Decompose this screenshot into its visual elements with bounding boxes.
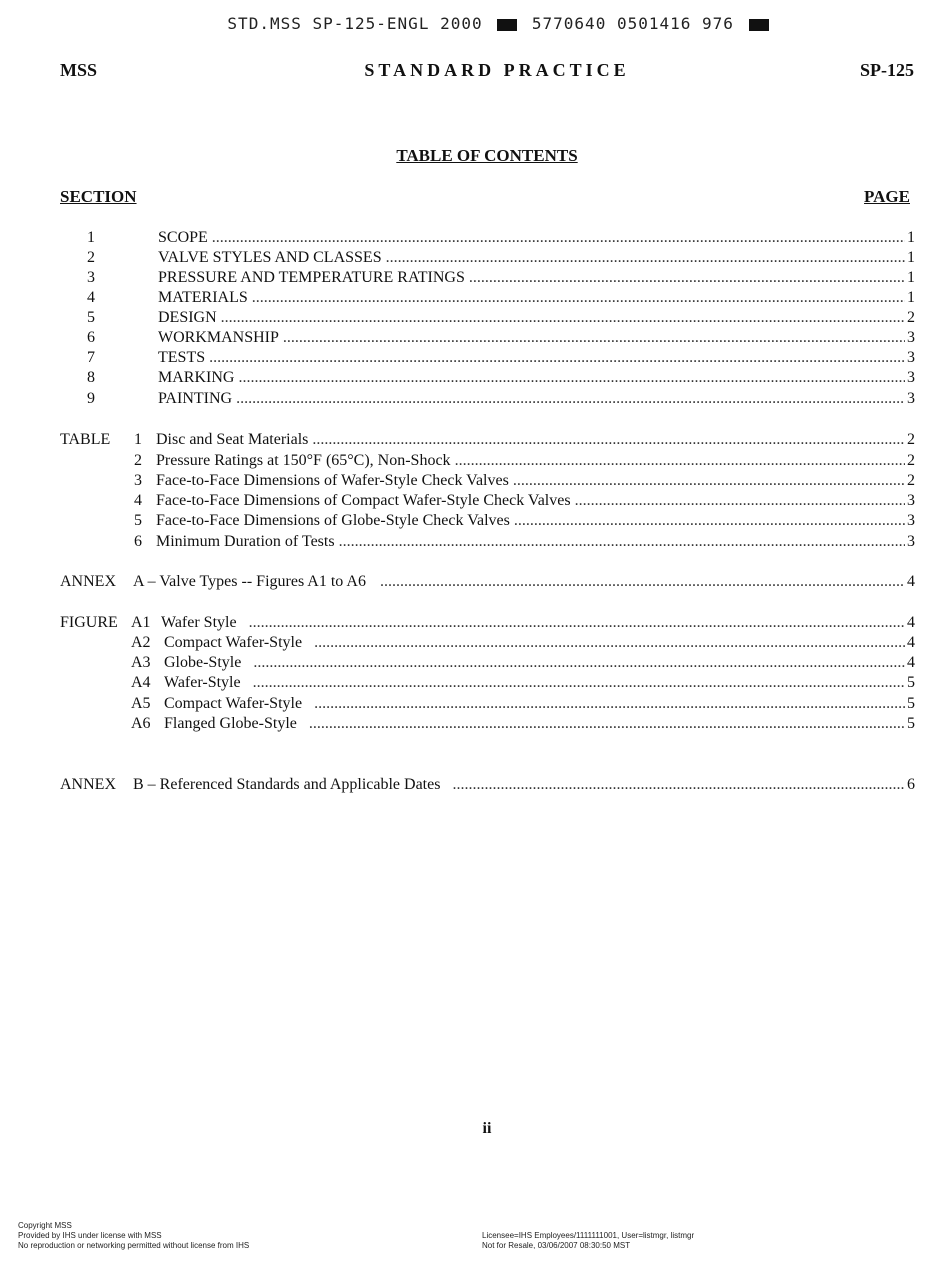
leader-dots: [221, 308, 905, 328]
toc-figure-label: Wafer Style: [161, 614, 237, 631]
leader-dots: [249, 613, 905, 633]
toc-table-row[interactable]: [134, 471, 915, 491]
toc-section-number: 2: [87, 249, 95, 266]
document-stamp: [0, 14, 950, 33]
toc-figure-number: A3: [131, 654, 151, 671]
footer-line: Provided by IHS under license with MSS: [18, 1231, 162, 1240]
leader-dots: [575, 491, 905, 511]
toc-section-row[interactable]: [87, 288, 915, 308]
toc-section-label: PAINTING: [158, 390, 233, 407]
toc-table-label: Disc and Seat Materials: [156, 431, 309, 448]
toc-page-number: 4: [907, 654, 915, 671]
toc-page-number: 3: [907, 492, 915, 509]
toc-page-number: 5: [907, 715, 915, 732]
toc-section-number: 1: [87, 229, 95, 246]
stamp-block: [497, 19, 517, 31]
toc-page-number: 4: [907, 573, 915, 590]
leader-dots: [253, 673, 905, 693]
toc-section-row[interactable]: [87, 348, 915, 368]
toc-page-number: 2: [907, 309, 915, 326]
toc-section-number: 6: [87, 329, 95, 346]
footer-line: No reproduction or networking permitted without license from IHS: [18, 1241, 250, 1250]
toc-page-number: 2: [907, 472, 915, 489]
toc-page-number: 3: [907, 533, 915, 550]
toc-section-label: MATERIALS: [158, 289, 248, 306]
toc-table-row[interactable]: [134, 491, 915, 511]
toc-page-number: 1: [907, 289, 915, 306]
toc-table-number: 2: [134, 452, 142, 469]
footer-line: Copyright MSS: [18, 1221, 72, 1230]
leader-dots: [212, 228, 905, 248]
toc-section-number: 5: [87, 309, 95, 326]
section-column-heading: SECTION: [60, 187, 137, 206]
toc-section-number: 4: [87, 289, 95, 306]
toc-figure-label: Compact Wafer-Style: [164, 634, 303, 651]
toc-page-number: 4: [907, 614, 915, 631]
toc-annex-a-row[interactable]: [60, 572, 915, 592]
leader-dots: [314, 694, 905, 714]
leader-dots: [380, 572, 905, 592]
copyright-footer: [18, 1221, 249, 1251]
toc-section-label: VALVE STYLES AND CLASSES: [158, 249, 382, 266]
toc-section-row[interactable]: [87, 368, 915, 388]
toc-figure-number: A2: [131, 634, 151, 651]
toc-figure-label: Compact Wafer-Style: [164, 695, 303, 712]
leader-dots: [452, 775, 905, 795]
leader-dots: [283, 328, 905, 348]
toc-page-number: 5: [907, 695, 915, 712]
toc-page-number: 2: [907, 431, 915, 448]
toc-section-label: WORKMANSHIP: [158, 329, 279, 346]
leader-dots: [513, 471, 905, 491]
toc-page-number: 1: [907, 269, 915, 286]
leader-dots: [252, 288, 905, 308]
toc-section-label: PRESSURE AND TEMPERATURE RATINGS: [158, 269, 465, 286]
leader-dots: [455, 451, 905, 471]
footer-line: Not for Resale, 03/06/2007 08:30:50 MST: [482, 1241, 631, 1250]
header-title: STANDARD PRACTICE: [364, 60, 630, 80]
toc-section-row[interactable]: [87, 228, 915, 248]
toc-figure-number: A6: [131, 715, 151, 732]
toc-table-label: Pressure Ratings at 150°F (65°C), Non-Shock: [156, 452, 451, 469]
toc-table-prefix: TABLE: [60, 431, 111, 448]
toc-figure-row[interactable]: [60, 613, 915, 633]
toc-title: TABLE OF CONTENTS: [396, 146, 578, 165]
toc-table-number: 6: [134, 533, 142, 550]
toc-table-row[interactable]: [134, 532, 915, 552]
toc-figure-row[interactable]: [131, 714, 915, 734]
leader-dots: [236, 389, 905, 409]
toc-table-number: 1: [134, 431, 142, 448]
toc-figure-number: A4: [131, 674, 151, 691]
toc-page-number: 4: [907, 634, 915, 651]
leader-dots: [386, 248, 905, 268]
leader-dots: [238, 368, 905, 388]
toc-section-row[interactable]: [87, 328, 915, 348]
header-doc-id: SP-125: [860, 60, 914, 80]
toc-page-number: 1: [907, 249, 915, 266]
page-column-heading: PAGE: [864, 187, 910, 206]
toc-section-label: DESIGN: [158, 309, 217, 326]
toc-annex-prefix: ANNEX: [60, 573, 116, 590]
toc-table-row[interactable]: [134, 451, 915, 471]
toc-figure-row[interactable]: [131, 653, 915, 673]
toc-page-number: 3: [907, 329, 915, 346]
toc-figure-label: Flanged Globe-Style: [164, 715, 297, 732]
footer-line: Licensee=IHS Employees/1111111001, User=listmgr, listmgr: [482, 1231, 695, 1240]
toc-figure-label: Globe-Style: [164, 654, 242, 671]
toc-table-label: Minimum Duration of Tests: [156, 533, 335, 550]
toc-table-number: 4: [134, 492, 142, 509]
toc-page-number: 1: [907, 229, 915, 246]
toc-section-row[interactable]: [87, 248, 915, 268]
toc-table-label: Face-to-Face Dimensions of Globe-Style Check Valves: [156, 512, 510, 529]
stamp-number: 5770640 0501416: [531, 14, 692, 33]
toc-annex-b-row[interactable]: [60, 775, 915, 795]
toc-section-row[interactable]: [87, 308, 915, 328]
toc-annex-label: A – Valve Types -- Figures A1 to A6: [133, 573, 366, 590]
toc-table-row[interactable]: [134, 511, 915, 531]
toc-section-number: 9: [87, 390, 95, 407]
toc-figure-row[interactable]: [131, 673, 915, 693]
toc-figure-number: A1: [131, 614, 151, 631]
leader-dots: [312, 430, 905, 450]
leader-dots: [253, 653, 905, 673]
toc-page-number: 3: [907, 369, 915, 386]
toc-table-row[interactable]: [60, 430, 915, 450]
toc-figure-prefix: FIGURE: [60, 614, 118, 631]
toc-section-row[interactable]: [87, 389, 915, 409]
toc-section-label: TESTS: [158, 349, 206, 366]
toc-annex-prefix: ANNEX: [60, 776, 116, 793]
leader-dots: [309, 714, 905, 734]
leader-dots: [514, 511, 905, 531]
toc-table-number: 3: [134, 472, 142, 489]
toc-page-number: 3: [907, 349, 915, 366]
toc-section-row[interactable]: [87, 268, 915, 288]
leader-dots: [314, 633, 905, 653]
toc-table-label: Face-to-Face Dimensions of Wafer-Style Check Valves: [156, 472, 509, 489]
toc-annex-label: B – Referenced Standards and Applicable Dates: [133, 776, 441, 793]
stamp-suffix: 976: [702, 14, 734, 33]
leader-dots: [209, 348, 905, 368]
toc-figure-row[interactable]: [131, 694, 915, 714]
toc-table-number: 5: [134, 512, 142, 529]
toc-section-number: 3: [87, 269, 95, 286]
toc-page-number: 5: [907, 674, 915, 691]
toc-figure-number: A5: [131, 695, 151, 712]
page-number: ii: [482, 1120, 492, 1137]
toc-page-number: 6: [907, 776, 915, 793]
toc-page-number: 3: [907, 390, 915, 407]
leader-dots: [469, 268, 905, 288]
header-org: MSS: [60, 60, 98, 80]
toc-section-label: SCOPE: [158, 229, 208, 246]
toc-section-number: 8: [87, 369, 95, 386]
leader-dots: [339, 532, 905, 552]
license-footer: [482, 1231, 694, 1251]
toc-section-label: MARKING: [158, 369, 235, 386]
toc-section-number: 7: [87, 349, 95, 366]
toc-figure-label: Wafer-Style: [164, 674, 241, 691]
stamp-block: [749, 19, 769, 31]
toc-table-label: Face-to-Face Dimensions of Compact Wafer-Style Check Valves: [156, 492, 571, 509]
stamp-code: STD.MSS SP-125-ENGL 2000: [227, 14, 483, 33]
toc-page-number: 2: [907, 452, 915, 469]
toc-page-number: 3: [907, 512, 915, 529]
toc-figure-row[interactable]: [131, 633, 915, 653]
